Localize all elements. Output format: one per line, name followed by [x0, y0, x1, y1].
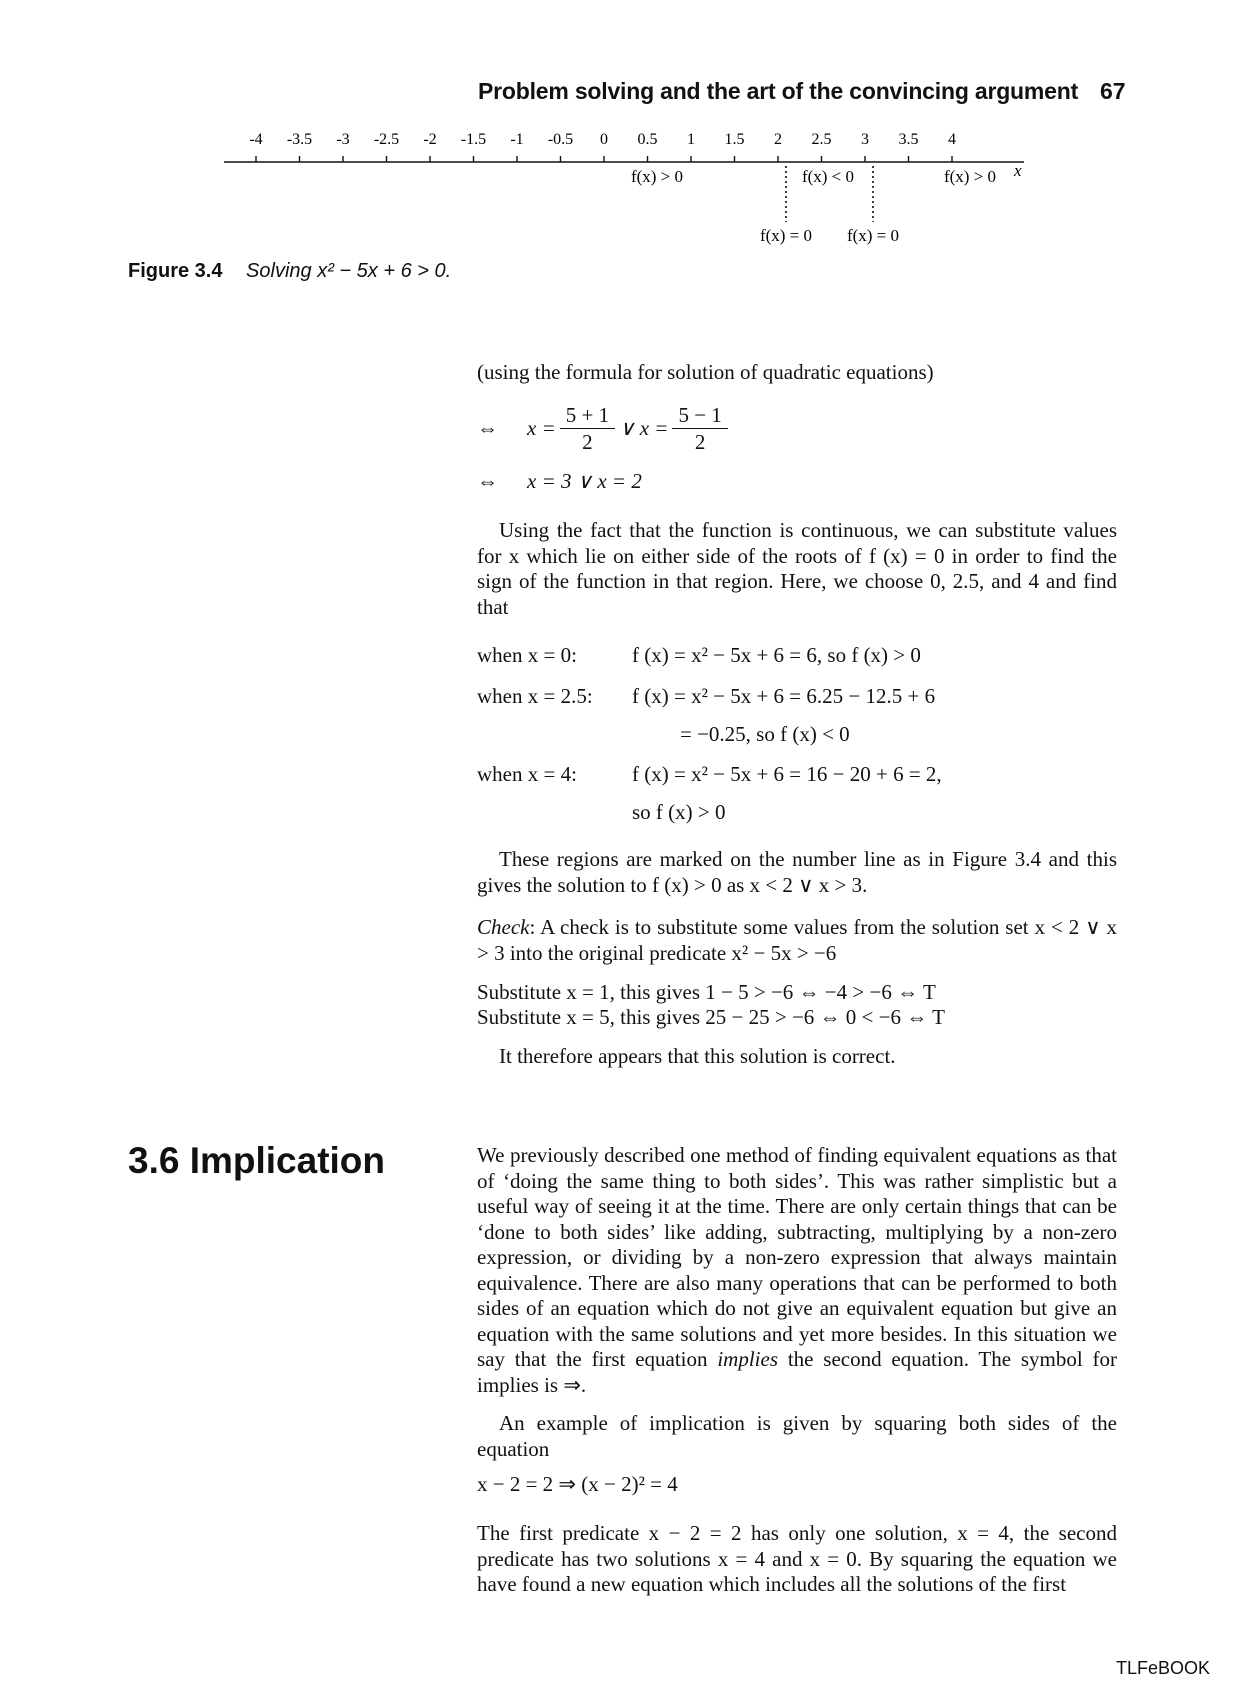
section-heading: 3.6 Implication: [128, 1140, 386, 1181]
implication-text-before: We previously described one method of finding equivalent equations as that of ‘doing the same thing to both sides’. This was rather simplistic but a useful way of seeing it at the time. There are only certain things that can be ‘done to both sides’ like adding, subtracting, multiplying by a non-zero expression, or dividing by a non-zero expression that always maintain equivalence. There are also many operations that can be performed to both sides of an equation which do not give an equivalent equation but give an equation with the same solutions and yet more besides. In this situation we say that the first equation: [477, 1143, 1117, 1371]
equation-roots-fraction: [477, 402, 732, 455]
continuity-paragraph: Using the fact that the function is continuous, we can substitute values for x which lie on either side of the roots of f (x) = 0 in order to find the sign of the function in that region. Here, we choose 0, 2.5, and 4 and find that: [477, 518, 1117, 619]
example-paragraph: An example of implication is given by squaring both sides of the equation: [477, 1411, 1117, 1461]
figure-label: Figure 3.4: [128, 260, 223, 282]
tick-label: 3.5: [898, 131, 919, 148]
region-label-left: f(x) > 0: [630, 167, 684, 186]
tick-label: -2.5: [373, 131, 400, 148]
eq1-mid: ∨ x =: [619, 416, 669, 440]
squaring-equation: x − 2 = 2 ⇒ (x − 2)² = 4: [477, 1472, 678, 1496]
region-label-right: f(x) > 0: [943, 167, 997, 186]
fraction-plus-numerator: 5 + 1: [560, 402, 615, 429]
case-expr-4: so f (x) > 0: [632, 800, 726, 824]
fraction-minus-numerator: 5 − 1: [672, 402, 727, 429]
eq1-lhs: x =: [527, 416, 556, 440]
fraction-minus: [672, 402, 727, 455]
implication-paragraph: [477, 1143, 1117, 1398]
check-label: Check: [477, 915, 530, 939]
fraction-plus: [560, 402, 615, 455]
case-when-3: when x = 4:: [477, 762, 577, 786]
footer-mark: TLFeBOOK: [1116, 1658, 1211, 1678]
fraction-minus-denominator: 2: [694, 430, 706, 454]
tick-label: 3: [861, 131, 869, 148]
running-title: Problem solving and the art of the convincing argument: [478, 78, 1079, 104]
equation-roots: [477, 469, 642, 494]
check-text: : A check is to substitute some values from the solution set x < 2 ∨ x > 3 into the original predicate x² − 5x > −6: [477, 915, 1117, 965]
regions-paragraph: These regions are marked on the number line as in Figure 3.4 and this gives the solution to f (x) > 0 as x < 2 ∨ x > 3.: [477, 847, 1117, 897]
substitution-2: Substitute x = 5, this gives 25 − 25 > −6 ⇔ 0 < −6 ⇔ T: [477, 1005, 945, 1029]
tick-label: 2.5: [811, 131, 832, 148]
tick-label: 1.5: [724, 131, 745, 148]
case-expr-3: f (x) = x² − 5x + 6 = 16 − 20 + 6 = 2,: [632, 762, 942, 786]
axis-label: x: [1014, 161, 1022, 180]
fraction-plus-denominator: 2: [582, 430, 593, 454]
eq2-text: x = 3 ∨ x = 2: [527, 469, 642, 493]
substitution-1: Substitute x = 1, this gives 1 − 5 > −6 ⇔ −4 > −6 ⇔ T: [477, 980, 936, 1004]
tick-label: -3.5: [286, 131, 313, 148]
case-expr-1: f (x) = x² − 5x + 6 = 6.25 − 12.5 + 6: [632, 684, 936, 708]
figure-caption: [128, 260, 451, 283]
predicate-paragraph: The first predicate x − 2 = 2 has only one solution, x = 4, the second predicate has two solutions x = 4 and x = 0. By squaring the equation we have found a new equation which includes all the solutions of the first: [477, 1521, 1117, 1596]
tick-label: 4: [948, 131, 956, 148]
number-line-figure: [0, 0, 1244, 260]
tick-label: 1: [687, 131, 695, 148]
tick-label: 0.5: [637, 131, 658, 148]
root-label-2: f(x) = 0: [759, 226, 813, 245]
tick-label: -1.5: [460, 131, 487, 148]
tick-label: -0.5: [547, 131, 574, 148]
number-line-ticks: [249, 131, 956, 162]
implication-text-after: the second equation. The symbol for implies is ⇒.: [477, 1347, 1117, 1397]
tick-label: 2: [774, 131, 782, 148]
tick-label: 0: [600, 131, 608, 148]
case-when-1: when x = 2.5:: [477, 684, 593, 708]
region-label-middle: f(x) < 0: [801, 167, 855, 186]
implies-emphasis: implies: [717, 1347, 778, 1371]
conclusion-line: It therefore appears that this solution is correct.: [499, 1044, 896, 1068]
root-label-3: f(x) = 0: [846, 226, 900, 245]
page-number: 67: [1100, 78, 1126, 104]
case-expr-2: = −0.25, so f (x) < 0: [680, 722, 850, 746]
figure-caption-text: Solving x² − 5x + 6 > 0.: [246, 260, 452, 282]
case-expr-0: f (x) = x² − 5x + 6 = 6, so f (x) > 0: [632, 643, 921, 667]
tick-label: -3: [336, 131, 350, 148]
tick-label: -4: [249, 131, 263, 148]
tick-label: -1: [510, 131, 524, 148]
case-when-0: when x = 0:: [477, 643, 577, 667]
check-paragraph: [477, 915, 1117, 966]
equivalence-arrow: ⇔: [477, 469, 498, 493]
equivalence-arrow: ⇔: [477, 416, 498, 440]
tick-label: -2: [423, 131, 437, 148]
formula-note: (using the formula for solution of quadratic equations): [477, 360, 934, 384]
